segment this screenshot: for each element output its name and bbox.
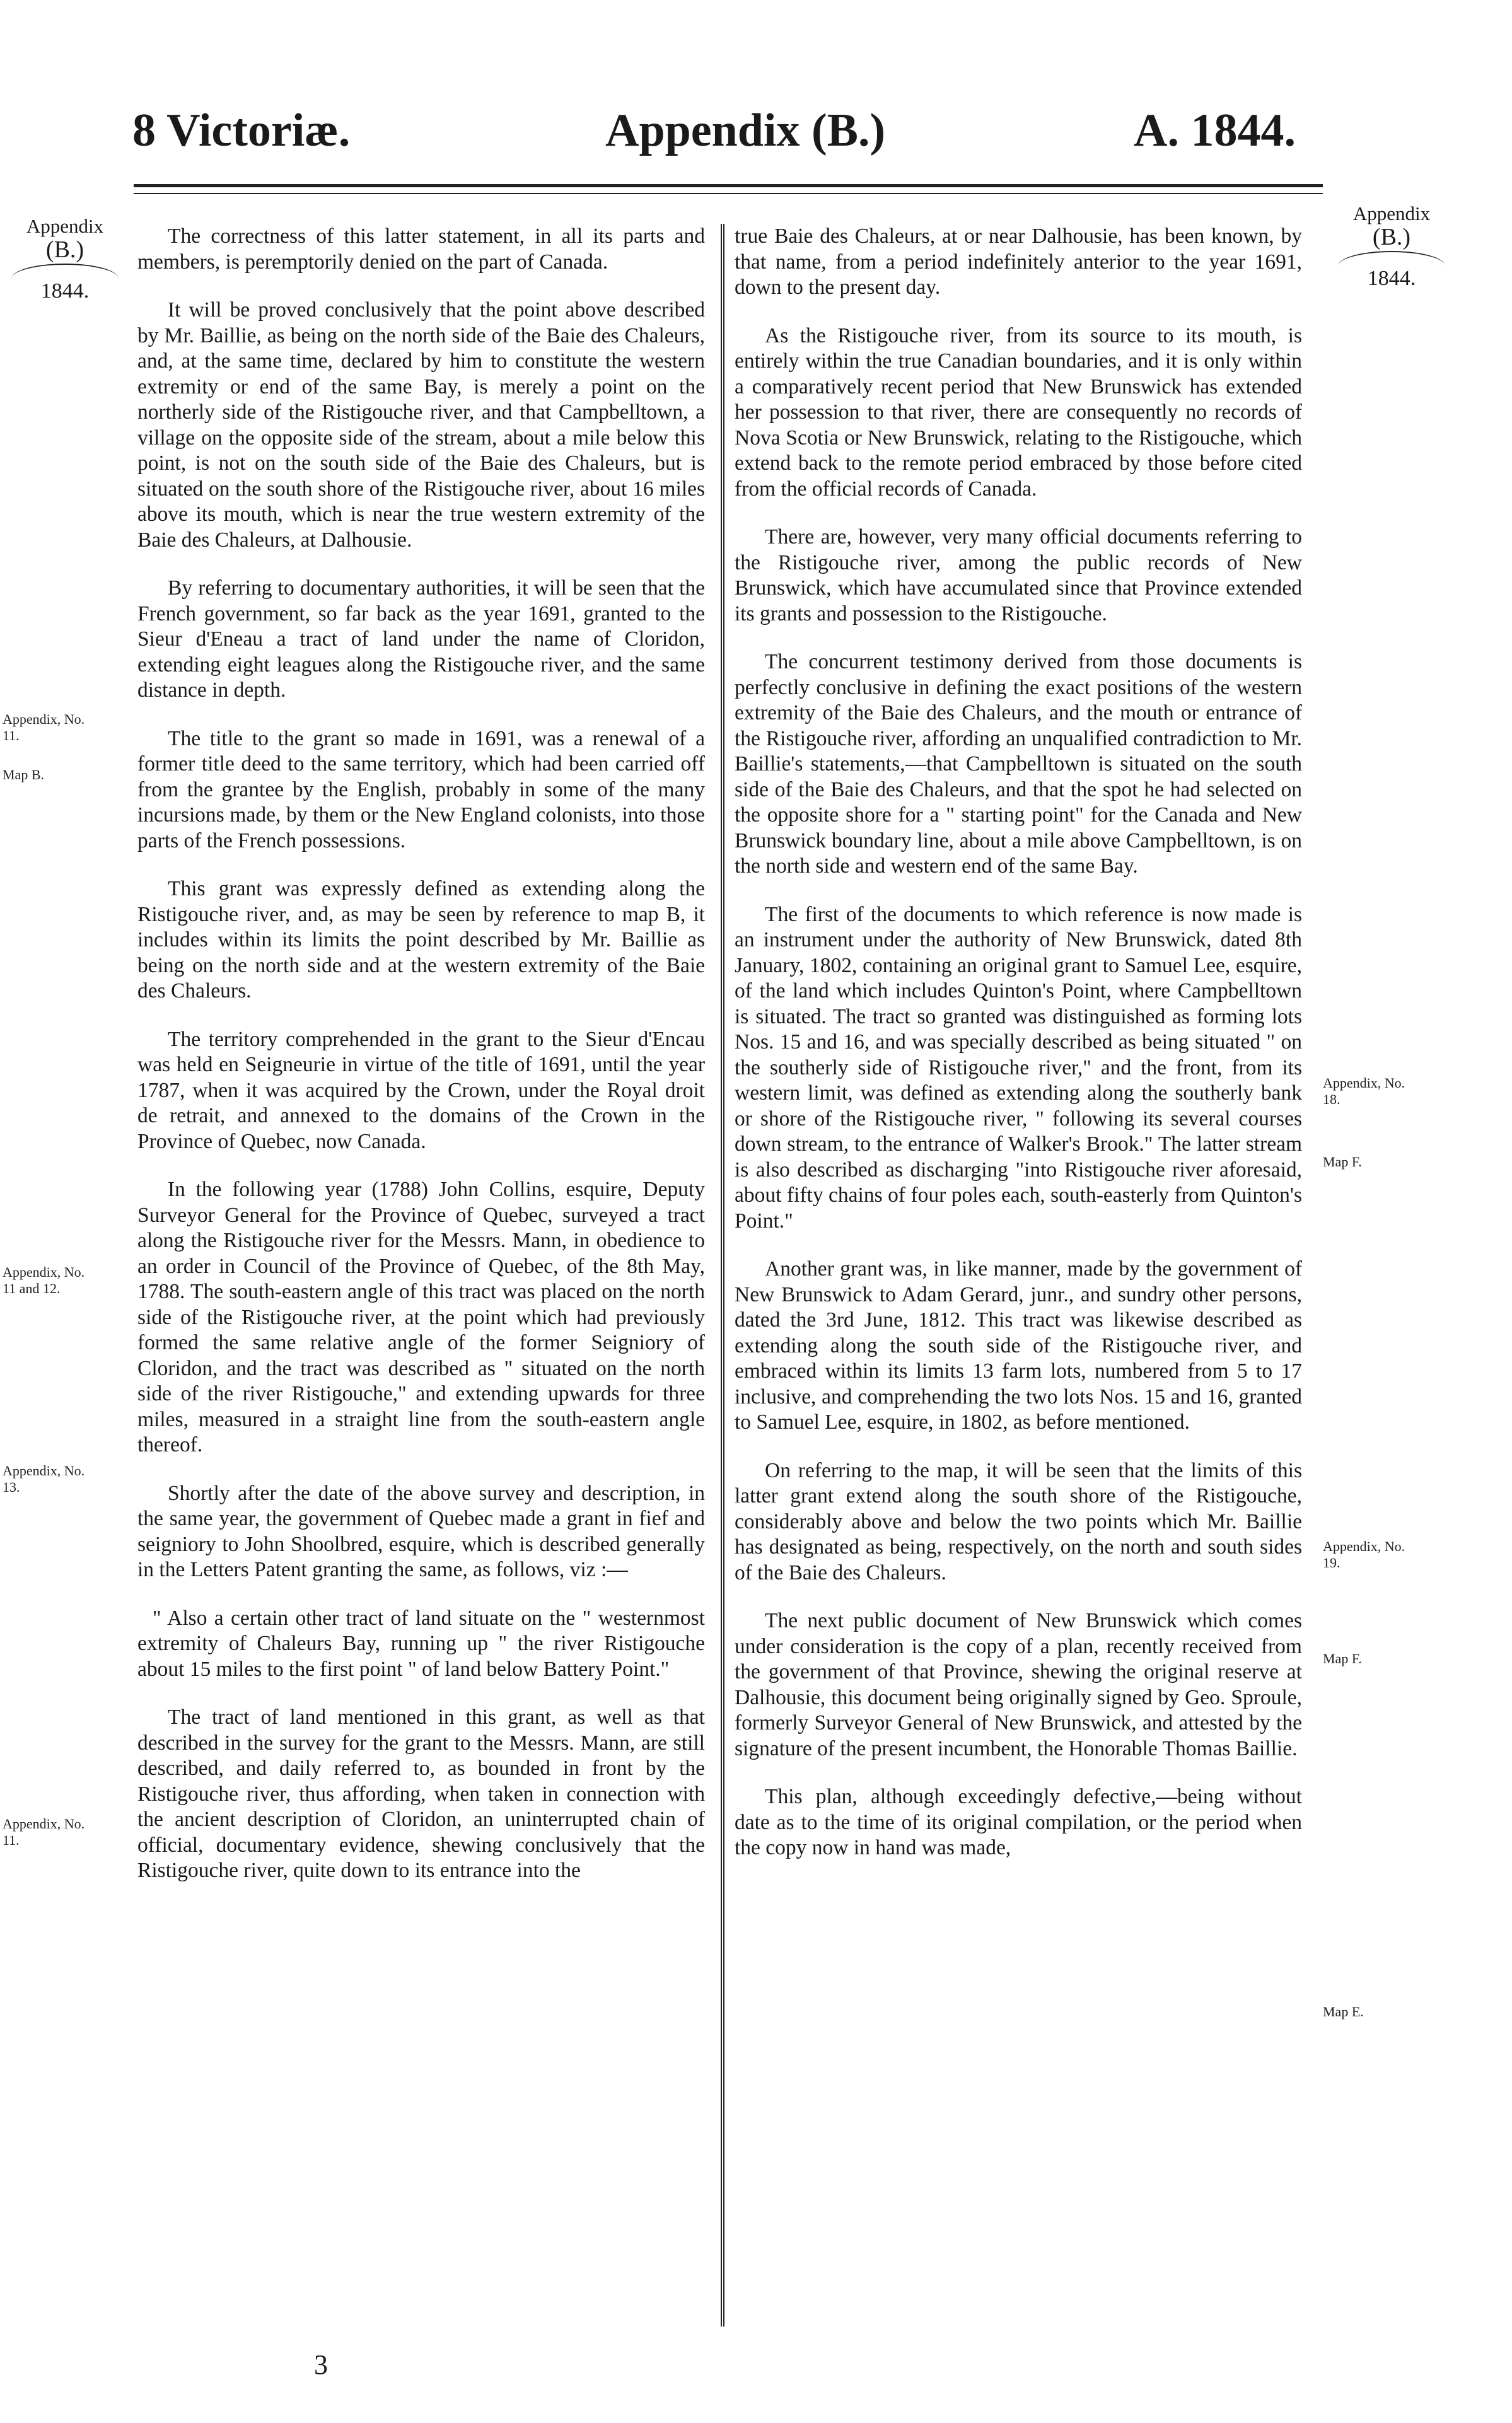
header-session: 8 Victoriæ.: [132, 105, 351, 156]
corner-label-text: Appendix: [26, 215, 104, 237]
margin-note-line: 11.: [3, 1832, 20, 1848]
brace-icon: [11, 264, 119, 279]
corner-label-left: [5, 216, 125, 303]
margin-note: [1323, 1075, 1405, 1108]
header-year: A. 1844.: [1134, 105, 1296, 156]
margin-note: [1323, 1538, 1405, 1571]
margin-note-line: Appendix, No.: [3, 1264, 85, 1280]
margin-note-line: Map F.: [1323, 1154, 1362, 1170]
paragraph: This grant was expressly defined as extending along the Ristigouche river, and, as may be seen by reference to map B, it includes within its limits the point described by Mr. Baillie as being on the north side and at the western extremity of the Baie des Chaleurs.: [137, 877, 705, 1002]
paragraph: On referring to the map, it will be seen that the limits of this latter grant extend along the south shore of the Ristigouche, considerably above and below the two points which Mr. Baillie has designated as being, respectively, on the north and south sides of the Baie des Chaleurs.: [735, 1458, 1302, 1584]
paragraph: The title to the grant so made in 1691, was a renewal of a former title deed to the same territory, which had been carried off from the grantee by the English, probably in some of the many incursions made, by them or the New England colonists, into those parts of the French possessions.: [137, 726, 705, 852]
paragraph: The next public document of New Brunswick which comes under consideration is the copy of a plan, recently received from the government of that Province, shewing the original reserve at Dalhousie, this document being originally signed by Geo. Sproule, formerly Surveyor General of New Brunswick, and attested by the signature of the present incumbent, the Honorable Thomas Baillie.: [735, 1609, 1302, 1760]
margin-note: [1323, 2004, 1364, 2020]
paragraph: By referring to documentary authorities, it will be seen that the French government, so far back as the year 1691, granted to the Sieur d'Eneau a tract of land under the name of Cloridon, extending eight leagues along the Ristigouche river, and the same distance in depth.: [137, 576, 705, 702]
margin-note-line: Map F.: [1323, 1651, 1362, 1666]
paragraph: true Baie des Chaleurs, at or near Dalhousie, has been known, by that name, from a period indefinitely anterior to the year 1691, down to the present day.: [735, 224, 1302, 299]
paragraph: Shortly after the date of the above survey and description, in the same year, the government of Quebec made a grant in fief and seigniory to John Shoolbred, esquire, which is described generally in the Letters Patent granting the same, as follows, viz :—: [137, 1481, 705, 1581]
margin-note-line: 13.: [3, 1479, 20, 1495]
brace-icon: [1338, 251, 1445, 266]
margin-note: [3, 767, 44, 783]
margin-note: [1323, 1154, 1362, 1170]
margin-note-line: Appendix, No.: [1323, 1075, 1405, 1091]
left-column: [137, 224, 705, 1907]
margin-note: [3, 1264, 84, 1297]
margin-note-line: Appendix, No.: [3, 1463, 85, 1479]
header-rule-thick: [134, 184, 1323, 187]
margin-note-line: 18.: [1323, 1091, 1340, 1107]
margin-note-line: Appendix, No.: [1323, 1538, 1405, 1554]
corner-label-letter: (B.): [1372, 224, 1411, 250]
margin-note: [3, 711, 84, 744]
margin-note: [1323, 1651, 1362, 1667]
paragraph: The correctness of this latter statement, in all its parts and members, is peremptorily denied on the part of Canada.: [137, 224, 705, 274]
paragraph: This plan, although exceedingly defective,—being without date as to the time of its original compilation, or the period when the copy now in hand was made,: [735, 1785, 1302, 1859]
corner-label-year: 1844.: [1367, 267, 1416, 290]
paragraph: The concurrent testimony derived from those documents is perfectly conclusive in defining the exact positions of the western extremity of the Baie des Chaleurs, and the mouth or entrance of the Ristigouche river, affording an unqualified contradiction to Mr. Baillie's statements,—that Campbelltown is situated on the south side of the Baie des Chaleurs, and that the spot he had selected on the opposite shore for a " starting point" for the Canada and New Brunswick boundary line, about a mile above Campbelltown, is on the north side and western end of the same Bay.: [735, 650, 1302, 878]
quotation: " Also a certain other tract of land situate on the " westernmost extremity of Chaleurs Bay, running up " the river Ristigouche about 15 miles to the first point " of land below Battery Point.": [137, 1606, 705, 1681]
column-divider: [721, 224, 724, 2327]
paragraph: There are, however, very many official documents referring to the Ristigouche river, among the public records of New Brunswick, which have accumulated since that Province extended its grants and possession to the Ristigouche.: [735, 525, 1302, 625]
paragraph: The first of the documents to which reference is now made is an instrument under the authority of New Brunswick, dated 8th January, 1802, containing an original grant to Samuel Lee, esquire, of the land which includes Quinton's Point, where Campbelltown is situated. The tract so granted was distinguished as forming lots Nos. 15 and 16, and was specially described as being situated " on the southerly side of Ristigouche river," and the front, from its western limit, was defined as extending along the southerly bank or shore of the Ristigouche river, " following its several courses down stream, to the entrance of Walker's Brook." The latter stream is also described as discharging "into Ristigouche river aforesaid, about fifty chains of four poles each, south-easterly from Quinton's Point.": [735, 902, 1302, 1233]
margin-note-line: 19.: [1323, 1555, 1340, 1571]
margin-note-line: 11.: [3, 728, 20, 743]
paragraph: As the Ristigouche river, from its source to its mouth, is entirely within the true Canadian boundaries, and it is only within a comparatively recent period that New Brunswick has extended her possession to that river, there are consequently no records of Nova Scotia or New Brunswick, relating to the Ristigouche, which extend back to the remote period embraced by those before cited from the official records of Canada.: [735, 323, 1302, 501]
margin-note-line: Appendix, No.: [3, 711, 85, 727]
paragraph: The tract of land mentioned in this grant, as well as that described in the survey for the grant to the Messrs. Mann, are still described, and daily referred to, as bounded in front by the Ristigouche river, thus affording, when taken in connection with the ancient description of Cloridon, an uninterrupted chain of official, documentary evidence, shewing conclusively that the Ristigouche river, quite down to its entrance into the: [137, 1705, 705, 1882]
margin-note-line: 11 and 12.: [3, 1281, 61, 1296]
margin-note-line: Map E.: [1323, 2004, 1364, 2019]
corner-label-text: Appendix: [1352, 202, 1431, 224]
header-appendix-title: Appendix (B.): [605, 105, 886, 156]
paragraph: The territory comprehended in the grant to the Sieur d'Encau was held en Seigneurie in virtue of the title of 1691, until the year 1787, when it was acquired by the Crown, under the Royal droit de retrait, and annexed to the domains of the Crown in the Province of Quebec, now Canada.: [137, 1027, 705, 1153]
paragraph: It will be proved conclusively that the point above described by Mr. Baillie, as being on the north side of the Baie des Chaleurs, and, at the same time, declared by him to constitute the western extremity or end of the same Bay, is merely a point on the northerly side of the Ristigouche river, and that Campbelltown, a village on the opposite side of the stream, about a mile below this point, is not on the south side of the Baie des Chaleurs, but is situated on the south shore of the Ristigouche river, about 16 miles above its mouth, which is near the true western extremity of the Baie des Chaleurs, at Dalhousie.: [137, 298, 705, 552]
margin-note-line: Appendix, No.: [3, 1816, 85, 1832]
corner-label-letter: (B.): [45, 236, 84, 263]
paragraph: In the following year (1788) John Collins, esquire, Deputy Surveyor General for the Province of Quebec, surveyed a tract along the Ristigouche river for the Messrs. Mann, in obedience to an order in Council of the Province of Quebec, of the 8th May, 1788. The south-eastern angle of this tract was placed on the north side of the Ristigouche river, at the point which had previously formed the same relative angle of the former Seigniory of Cloridon, and the tract was described as " situated on the north side of the river Ristigouche," and extending upwards for three miles, measured in a straight line from the south-eastern angle thereof.: [137, 1178, 705, 1456]
paragraph: Another grant was, in like manner, made by the government of New Brunswick to Adam Gerard, junr., and sundry other persons, dated the 3rd June, 1812. This tract was likewise described as extending along the south side of the Ristigouche river, and embraced within its limits 13 farm lots, numbered from 5 to 17 inclusive, and comprehending the two lots Nos. 15 and 16, granted to Samuel Lee, esquire, in 1802, as before mentioned.: [735, 1257, 1302, 1434]
margin-note-line: Map B.: [3, 767, 44, 782]
margin-note: [3, 1816, 84, 1849]
corner-label-right: [1332, 203, 1451, 290]
right-column: [735, 224, 1302, 1884]
corner-label-year: 1844.: [40, 279, 90, 303]
margin-note: [3, 1463, 84, 1496]
page-number: 3: [314, 2349, 328, 2380]
running-header: [0, 107, 1512, 170]
header-rule-thin: [134, 193, 1323, 194]
